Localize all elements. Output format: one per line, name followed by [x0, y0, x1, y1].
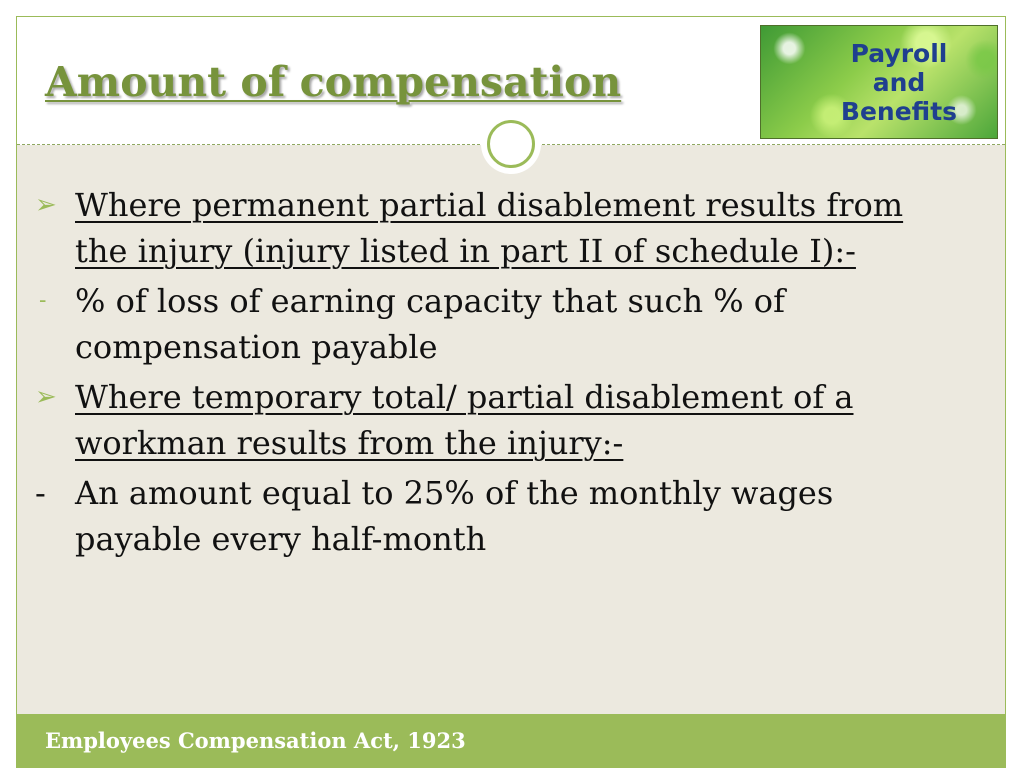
payroll-benefits-logo: [760, 25, 998, 139]
arrowhead-bullet-icon: ➢: [35, 190, 57, 220]
list-item: [35, 278, 965, 370]
logo-line-1: Payroll: [850, 38, 948, 68]
list-item-text: Where temporary total/ partial disablement of a workman results from the injury:-: [75, 378, 854, 462]
dash-bullet-icon: -: [35, 474, 46, 512]
footer-bar: [17, 714, 1005, 768]
list-item: [35, 470, 965, 562]
arrowhead-bullet-icon: ➢: [35, 382, 57, 412]
ring-ornament-inner: [487, 120, 535, 168]
slide-title: Amount of compensation: [45, 58, 622, 106]
list-item-text: % of loss of earning capacity that such % of compensation payable: [75, 282, 785, 366]
logo-line-2: and: [872, 67, 926, 97]
logo-line-3: Benefits: [840, 96, 958, 126]
slide: [16, 16, 1006, 768]
list-item-text: An amount equal to 25% of the monthly wages payable every half-month: [75, 474, 834, 558]
dash-bullet-icon: -: [39, 288, 47, 313]
list-item: [35, 182, 965, 274]
footer-text: Employees Compensation Act, 1923: [45, 728, 466, 753]
list-item-text: Where permanent partial disablement results from the injury (injury listed in part II of schedule I):-: [75, 186, 904, 270]
list-item: [35, 374, 965, 466]
slide-content: [35, 182, 965, 566]
